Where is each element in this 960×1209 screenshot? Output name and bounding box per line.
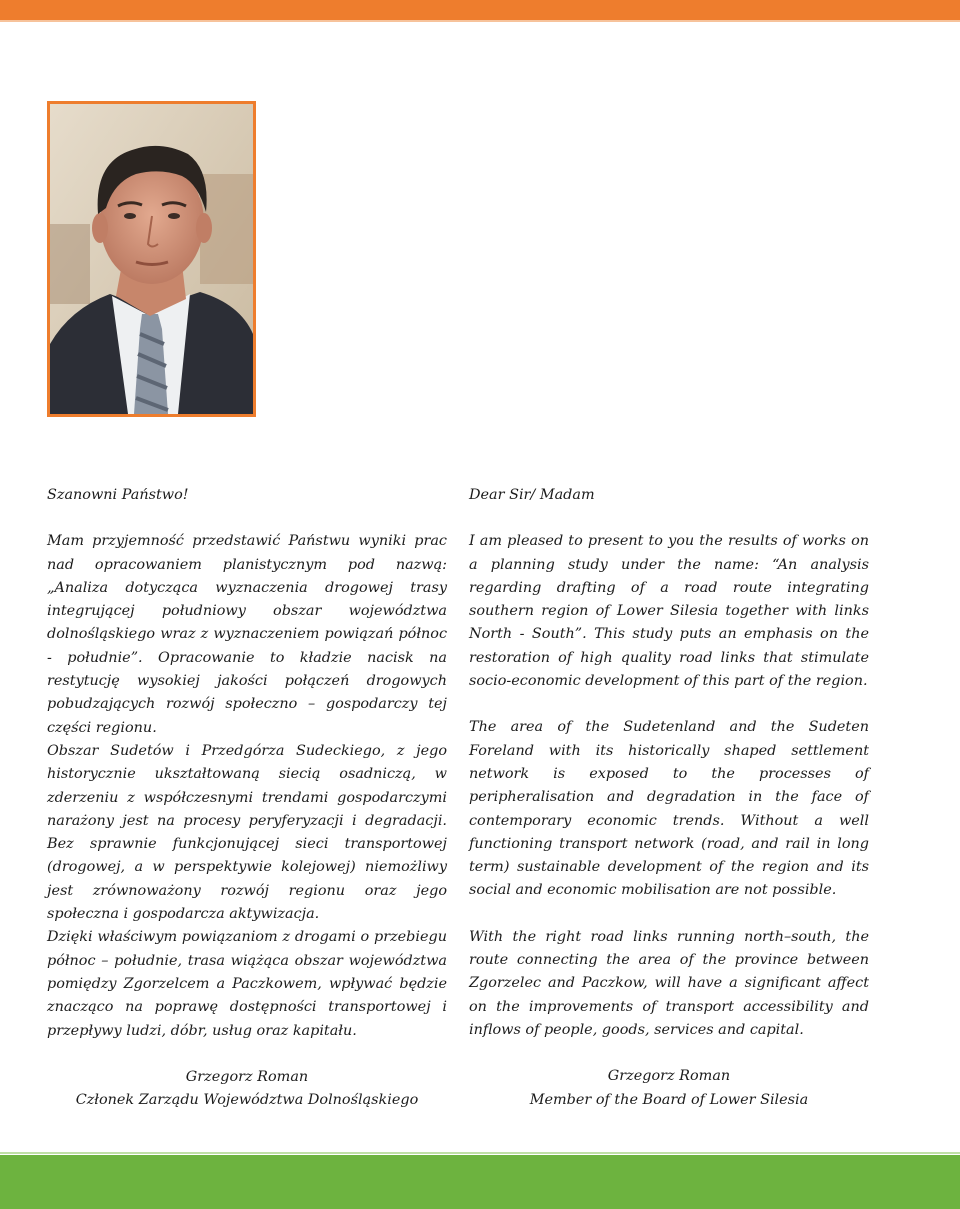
english-signature-name: Grzegorz Roman	[607, 1068, 731, 1085]
top-orange-band	[0, 0, 960, 20]
portrait-photo-icon	[50, 104, 253, 414]
polish-paragraph-2: Obszar Sudetów i Przedgórza Sudeckiego, z jego historycznie ukształtowaną siecią osadniczą, w zderzeniu z współczesnymi trendami gospodarczymi narażony jest na procesy peryferyzacji i degradacji. Bez sprawnie funkcjonującej sieci transportowej (drogowej, a w perspektywie kolejowej) niemożliwy jest zrównoważony rozwój regionu oraz jego społeczna i gospodarcza aktywizacja.	[47, 742, 447, 923]
english-paragraph-2: The area of the Sudetenland and the Sudeten Foreland with its historically shaped settlement network is exposed to the processes of peripheralisation and degradation in the face of contemporary economic trends. Without a well functioning transport network (road, and rail in long term) sustainable development of the region and its social and economic mobilisation are not possible.	[469, 719, 869, 899]
english-paragraph-3: With the right road links running north–south, the route connecting the area of the province between Zgorzelec and Paczkow, will have a significant affect on the improvements of transport accessibility and inflows of people, goods, services and capital.	[469, 928, 869, 1038]
portrait-photo	[47, 101, 256, 417]
english-paragraph-1: I am pleased to present to you the results of works on a planning study under the name: “An analysis regarding drafting of a road route integrating southern region of Lower Silesia together with links North - South”. This study puts an emphasis on the restoration of high quality road links that stimulate socio-economic development of this part of the region.	[469, 533, 869, 690]
polish-signature-name: Grzegorz Roman	[185, 1068, 309, 1085]
polish-signature	[47, 1066, 447, 1113]
top-band-divider	[0, 20, 960, 22]
polish-paragraph-1: Mam przyjemność przedstawić Państwu wyniki prac nad opracowaniem planistycznym pod nazwą: „Analiza dotycząca wyznaczenia drogowej trasy integrującej południowy obszar województwa dolnośląskiego wraz z wyznaczeniem powiązań północ - południe”. Opracowanie to kładzie nacisk na restytucję wysokiej jakości połączeń drogowych pobudzających rozwój społeczno – gospodarczy tej części regionu.	[47, 533, 447, 736]
polish-column	[47, 484, 447, 1112]
bottom-green-band	[0, 1155, 960, 1209]
polish-salutation: Szanowni Państwo!	[47, 487, 189, 503]
english-signature	[469, 1065, 869, 1112]
english-column	[469, 484, 869, 1112]
english-salutation: Dear Sir/ Madam	[469, 487, 595, 503]
bottom-band-divider	[0, 1152, 960, 1154]
polish-paragraph-3: Dzięki właściwym powiązaniom z drogami o przebiegu północ – południe, trasa wiążąca obszar województwa pomiędzy Zgorzelcem a Paczkowem, wpływać będzie znacząco na poprawę dostępności transportowej i przepływy ludzi, dóbr, usług oraz kapitału.	[47, 929, 447, 1039]
english-signature-title: Member of the Board of Lower Silesia	[529, 1091, 809, 1108]
polish-signature-title: Członek Zarządu Województwa Dolnośląskiego	[75, 1092, 419, 1109]
